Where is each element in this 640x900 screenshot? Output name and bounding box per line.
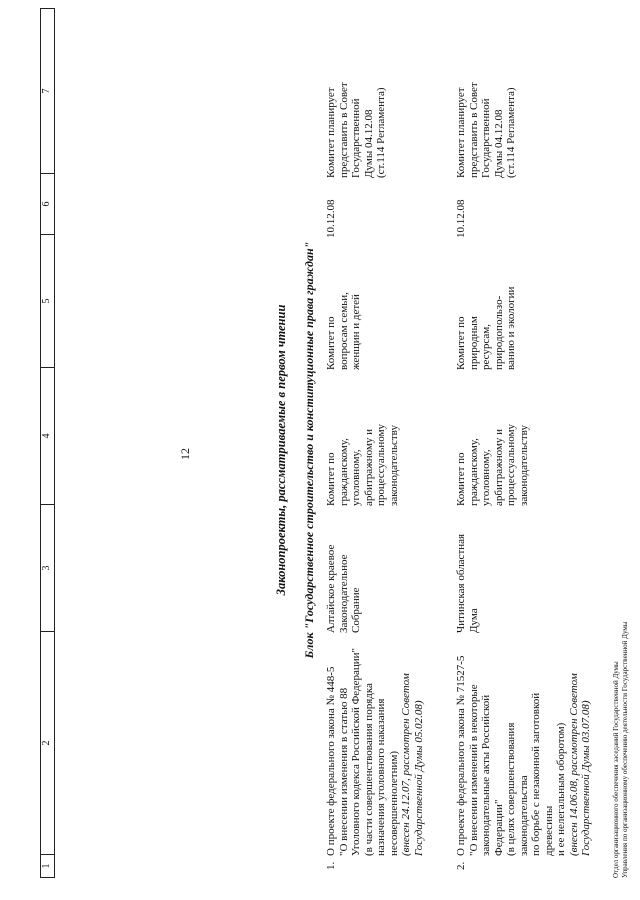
- initiator: Читинская областная Дума: [455, 533, 480, 633]
- responsible-committee: Комитет по гражданскому, уголовному, арбитражному и процессуальному законодательству: [325, 423, 400, 506]
- column-header-7: 7: [41, 88, 52, 94]
- column-header-6: 6: [41, 173, 54, 234]
- column-header-1: 1: [41, 854, 54, 877]
- section-title: Законопроекты, рассматриваемые в первом чтении: [274, 304, 288, 596]
- page-number: 12: [178, 448, 192, 460]
- footer-line-1: Отдел организационного обеспечения заседаний Государственной Думы: [612, 661, 620, 878]
- initiator: Алтайское краевое Законодательное Собрание: [325, 544, 362, 633]
- co-executor-committee: Комитет по вопросам семьи, женщин и детей: [325, 292, 362, 370]
- bill-title: О проекте федерального закона № 448-5 "О внесении изменения в статью 88 Уголовного кодекса Российской Федерации" (в части совершенствования порядка назначения уголовного наказания несовершеннолетним): [325, 647, 400, 856]
- remark: Комитет планирует представить в Совет Государственной Думы 04.12.08 (ст.114 Регламента): [325, 82, 387, 178]
- bill-note: (внесен 14.06.08, рассмотрен Советом Государственной Думы 03.07.08): [567, 673, 592, 856]
- column-header-3: 3: [41, 504, 54, 631]
- column-header-2: 2: [41, 631, 54, 854]
- row-number: 2.: [455, 861, 467, 870]
- bill-title: О проекте федерального закона № 71527-5 "О внесении изменений в некоторые законодательные акты Российской Федерации" (в целях совершенствования законодательства по борьбе с незаконной заготовкой древесины и ее нелегальным оборотом): [455, 655, 567, 856]
- column-header-4: 4: [41, 367, 54, 504]
- column-header-row: [40, 8, 55, 878]
- footer-line-2: Управления по организационному обеспечению деятельности Государственной Думы: [621, 621, 629, 878]
- row-number: 1.: [325, 861, 337, 870]
- date: 10.12.08: [325, 199, 337, 238]
- date: 10.12.08: [455, 199, 467, 238]
- remark: Комитет планирует представить в Совет Государственной Думы 04.12.08 (ст.114 Регламента): [455, 82, 517, 178]
- bill-note: (внесен 24.12.07, рассмотрен Советом Государственной Думы 05.02.08): [400, 673, 425, 856]
- bill-description: [325, 646, 425, 856]
- column-header-5: 5: [41, 234, 54, 367]
- responsible-committee: Комитет по гражданскому, уголовному, арбитражному и процессуальному законодательству: [455, 423, 530, 506]
- footer: [612, 622, 630, 878]
- bill-description: [455, 646, 593, 856]
- block-title: Блок "Государственное строительство и конституционные права граждан": [302, 241, 316, 659]
- co-executor-committee: Комитет по природным ресурсам, природопользо- ванию и экологии: [455, 286, 517, 370]
